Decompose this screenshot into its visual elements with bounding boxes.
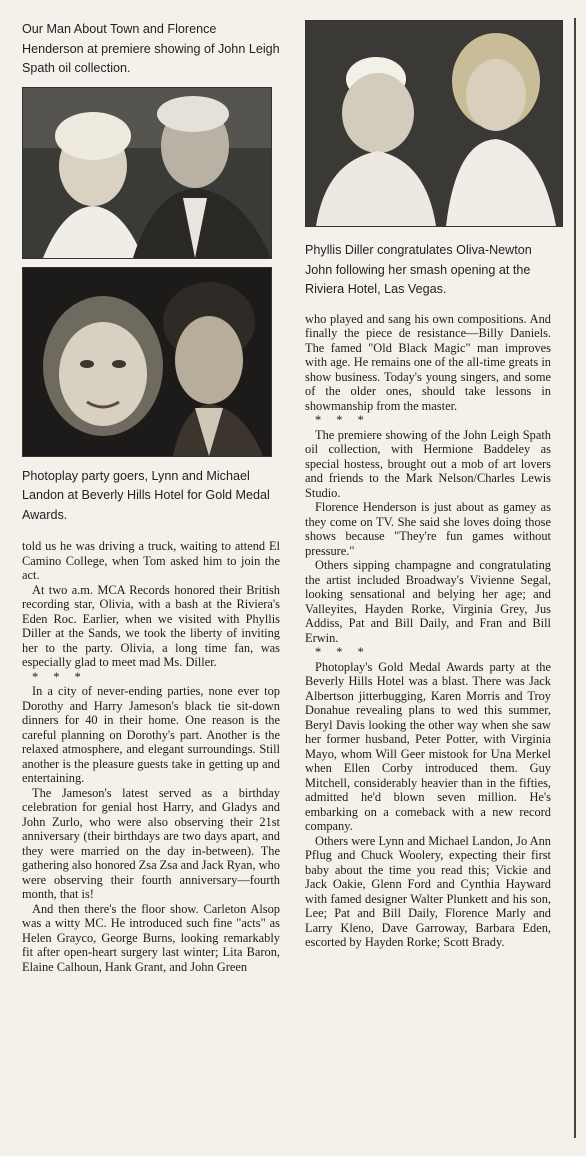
photo-lynn-and-michael-landon [22, 267, 272, 457]
section-separator: * * * [315, 645, 370, 659]
article-right [305, 312, 551, 950]
paragraph: Florence Henderson is just about as gamey as they come on TV. She said she loves doing those shows because "They're fun games without pressure." [305, 500, 551, 558]
article-left [22, 539, 280, 974]
paragraph: The Jameson's latest served as a birthday celebration for genial host Harry, and Gladys and John Zurlo, who were also observing their 21st anniversary (their birthdays are two days apart, and they were married on the day in-between). The gathering also honored Zsa Zsa and Jack Ryan, who were observing their fourth anniversary—fourth month, that is! [22, 785, 280, 901]
caption-henderson: Our Man About Town and Florence Henderson at premiere showing of John Leigh Spath oil collection. [22, 22, 280, 75]
photo-diller-and-newton-john [305, 20, 563, 227]
left-column [22, 20, 280, 974]
right-column [305, 20, 551, 950]
paragraph: Others sipping champagne and congratulating the artist included Broadway's Vivienne Segal, looking sensational and belying her age; and Valleyites, Hayden Rorke, Virginia Grey, Jus Addiss, Pat and Bill Daily, and Fran and Bill Erwin. [305, 558, 551, 645]
paragraph: who played and sang his own compositions. And finally the piece de resistance—Billy Daniels. The famed "Old Black Magic" man improves with age. He remains one of the all-time greats in show business. Today's young singers, and some of the older ones, should take lessons in showmanship from the master. [305, 311, 551, 413]
caption-diller: Phyllis Diller congratulates Oliva-Newton John following her smash opening at the Riviera Hotel, Las Vegas. [305, 243, 532, 296]
photo-henderson-and-columnist [22, 87, 272, 259]
section-separator: * * * [315, 413, 370, 427]
paragraph: told us he was driving a truck, waiting to attend El Camino College, when Tom asked him to join the act. [22, 539, 280, 582]
paragraph: Photoplay's Gold Medal Awards party at the Beverly Hills Hotel was a blast. There was Jack Albertson jitterbugging, Karen Morris and Troy Donahue revealing plans to wed this summer, Beryl Davis looking the other way when she saw her former husband, Peter Potter, with Virginia Mayo, whom Will Geer mistook for Una Merkel when Ellen Corby introduced them. Guy Mitchell, considerably heavier than in the fifties, admitted he'd blown seven million. He's embarking on a comeback with a new record company. [305, 659, 551, 833]
caption-landon: Photoplay party goers, Lynn and Michael Landon at Beverly Hills Hotel for Gold Medal Awards. [22, 468, 270, 522]
paragraph: At two a.m. MCA Records honored their British recording star, Olivia, with a bash at the Riviera's Eden Roc. Earlier, when we visited with Phyllis Diller at the Sands, we took the liberty of inviting her to the party. Olivia, a long time fan, was especially glad to meet mad Ms. Diller. [22, 582, 280, 669]
section-separator: * * * [32, 669, 87, 684]
paragraph: The premiere showing of the John Leigh Spath oil collection, with Hermione Baddeley as special hostess, brought out a mob of art lovers and friends to the Mark Nelson/Charles Lewis Studio. [305, 427, 551, 500]
paragraph: And then there's the floor show. Carleton Alsop was a witty MC. He introduced such fine "acts" as Helen Grayco, George Burns, looking remarkably fit after open-heart surgery last winter; Lita Baron, Elaine Calhoun, Hank Grant, and John Green [22, 901, 280, 974]
paragraph: In a city of never-ending parties, none ever top Dorothy and Harry Jameson's black tie sit-down dinners for 40 in their home. One reason is the careful planning on Dorothy's part. Another is the relaxed atmosphere, and elegant surroundings. Still another is the pleasure guests take in getting up and entertaining. [22, 684, 280, 785]
page-edge-divider [574, 18, 586, 1138]
paragraph: Others were Lynn and Michael Landon, Jo Ann Pflug and Chuck Woolery, expecting their first baby about the time you read this; Vickie and Jack Oakie, Glenn Ford and Cynthia Hayward with famed designer Walter Plunkett and his son, Lee; Pat and Bill Daily, Florence Marly and Larry Kleno, Dave Garroway, Barbara Eden, escorted by Hayden Rorke; Scott Brady. [305, 833, 551, 949]
